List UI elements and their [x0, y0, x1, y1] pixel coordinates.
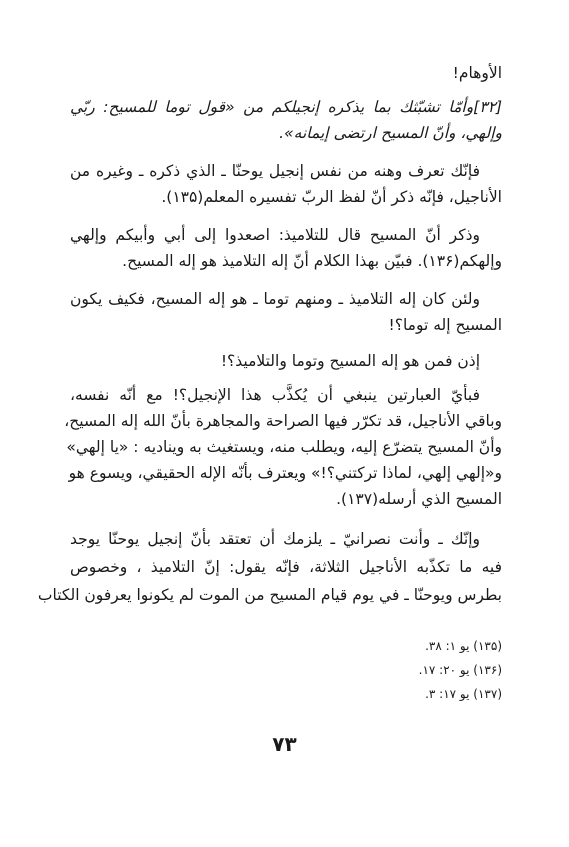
text-line: وأنّ المسيح يتضرّع إليه، ويطلب منه، ويستغيث به ويناديه : «يا إلهي» [66, 438, 502, 456]
text-line: وباقي الأناجيل، قد تكرّر فيها الصراحة والمجاهرة بأنّ الله إله المسيح، [64, 412, 502, 430]
page-number: ۷۳ [272, 732, 297, 756]
text-line: فبأيّ العبارتين ينبغي أن يُكذَّب هذا الإنجيل؟! مع أنّه نفسه، [70, 386, 480, 404]
text-line: وإلهي، وأنّ المسيح ارتضى إيمانه». [279, 124, 502, 142]
text-line: وإلهكم(۱۳۶). فبيّن بهذا الكلام أنّ إله التلاميذ هو إله المسيح. [122, 252, 502, 270]
text-line: المسيح الذي أرسله(۱۳۷). [336, 490, 502, 508]
text-line: [۳۲]وأمّا تشبّثك بما يذكره إنجيلكم من «قول توما للمسيح: ربّي [70, 98, 502, 116]
text-line: وإنّك ـ وأنت نصرانيّ ـ يلزمك أن تعتقد بأنّ إنجيل يوحنّا يوجد [70, 530, 480, 548]
text-line: و«إلهي إلهي، لماذا تركتني؟!» ويعترف بأنّه الإله الحقيقي، ويسوع هو [68, 464, 502, 482]
text-line: ولئن كان إله التلاميذ ـ ومنهم توما ـ هو إله المسيح، فكيف يكون [70, 290, 480, 308]
text-line: فيه ما تكذّبه الأناجيل الثلاثة، فإنّه يقول: إنّ التلاميذ ، وخصوص [70, 558, 502, 576]
footnote: (۱۳۷) يو ۱۷: ۳. [425, 687, 502, 701]
footnote: (۱۳۶) يو ۲۰: ۱۷. [418, 663, 502, 677]
text-line: الأوهام! [452, 64, 502, 82]
text-line: وذكر أنّ المسيح قال للتلاميذ: اصعدوا إلى أبي وأبيكم وإلهي [70, 226, 480, 244]
text-line: المسيح إله توما؟! [388, 316, 502, 334]
text-line: إذن فمن هو إله المسيح وتوما والتلاميذ؟! [220, 352, 480, 370]
text-line: فإنّك تعرف وهنه من نفس إنجيل يوحنّا ـ الذي ذكره ـ وغيره من [70, 162, 480, 180]
text-line: الأناجيل، فإنّه ذكر أنّ لفظ الربّ تفسيره المعلم(۱۳۵). [161, 188, 502, 206]
text-line: بطرس ويوحنّا ـ في يوم قيام المسيح من الموت لم يكونوا يعرفون الكتاب [37, 586, 502, 604]
footnote: (۱۳۵) يو ۱: ۳۸. [425, 639, 502, 653]
